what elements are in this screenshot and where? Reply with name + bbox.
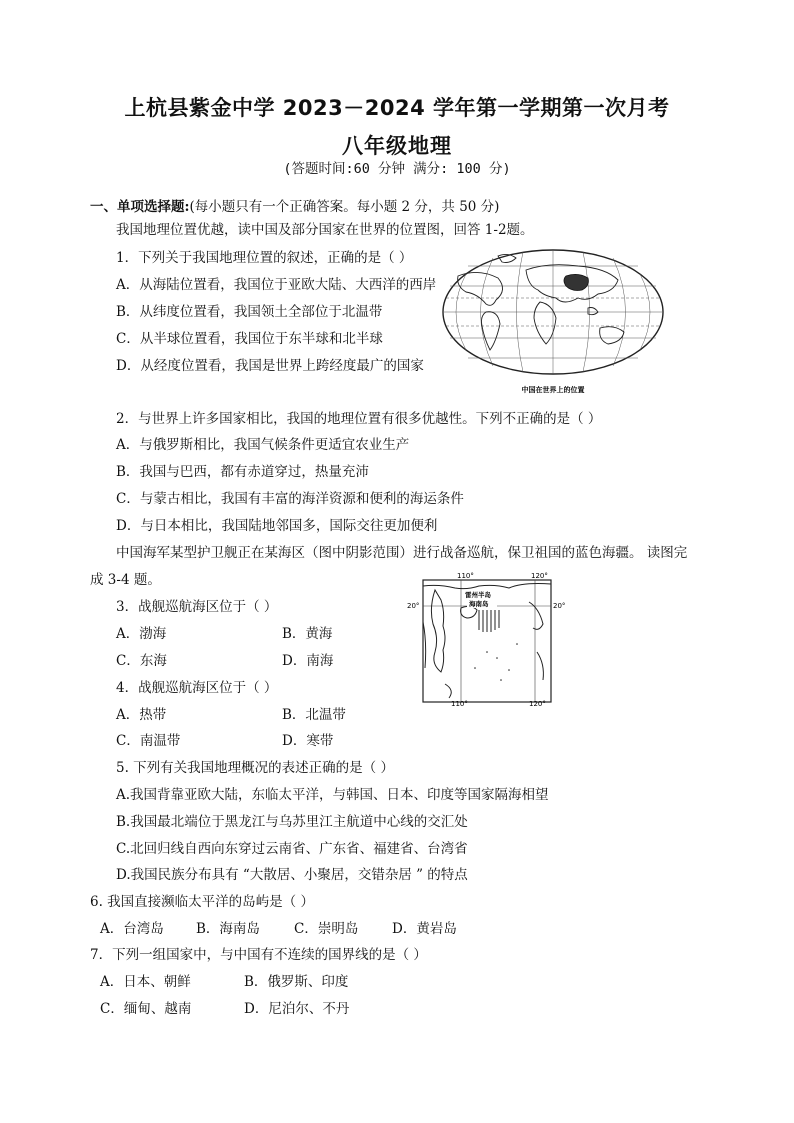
q6-stem: 6. 我国直接濒临太平洋的岛屿是（ ） [90,894,314,910]
q6-option-b: B．海南岛 [196,921,260,937]
map2-place-hainan: 海南岛 [469,600,489,608]
q2-option-a: A．与俄罗斯相比，我国气候条件更适宜农业生产 [116,437,410,453]
q3-option-a: A．渤海 [116,626,167,642]
q4-option-b: B．北温带 [282,707,346,723]
q2-stem: 2．与世界上许多国家相比，我国的地理位置有很多优越性。下列不正确的是（ ） [116,411,602,427]
q4-option-c: C．南温带 [116,733,181,749]
map2-label-110-bottom: 110° [451,700,468,708]
q2-option-b: B．我国与巴西，都有赤道穿过，热量充沛 [116,464,369,480]
q4-stem: 4．战舰巡航海区位于（ ） [116,680,278,696]
q1-option-c: C．从半球位置看，我国位于东半球和北半球 [116,331,383,347]
q1-option-b: B．从纬度位置看，我国领土全部位于北温带 [116,304,383,320]
map2-label-110-top: 110° [457,572,474,580]
q6-option-c: C．崇明岛 [294,921,359,937]
map2-label-120-top: 120° [531,572,548,580]
q2-option-c: C．与蒙古相比，我国有丰富的海洋资源和便利的海运条件 [116,491,464,507]
map2-place-leizhou: 雷州半岛 [465,591,491,599]
intro-q3-q4-line2: 成 3-4 题。 [90,572,161,588]
q4-option-a: A．热带 [116,707,167,723]
map2-label-20-right: 20° [553,602,566,610]
q7-option-c: C．缅甸、越南 [100,1001,192,1017]
q3-stem: 3．战舰巡航海区位于（ ） [116,599,278,615]
map2-label-20-left: 20° [407,602,420,610]
section-heading-label: 一、单项选择题: [90,199,190,215]
q5-stem: 5. 下列有关我国地理概况的表述正确的是（ ） [116,760,394,776]
q3-option-b: B．黄海 [282,626,333,642]
q5-option-d: D.我国民族分布具有 “大散居、小聚居，交错杂居 ” 的特点 [116,867,468,883]
section-instructions: (每小题只有一个正确答案。每小题 2 分，共 50 分) [189,199,500,215]
intro-q3-q4-line1: 中国海军某型护卫舰正在某海区（图中阴影范围）进行战备巡航，保卫祖国的蓝色海疆。 读图完 [116,545,688,561]
q3-option-c: C．东海 [116,653,167,669]
world-map-figure [438,246,668,398]
q1-option-a: A．从海陆位置看，我国位于亚欧大陆、大西洋的西岸 [116,277,437,293]
q2-option-d: D．与日本相比，我国陆地邻国多，国际交往更加便利 [116,518,438,534]
q4-option-d: D．寒带 [282,733,334,749]
q7-option-b: B．俄罗斯、印度 [244,974,349,990]
q5-option-c: C.北回归线自西向东穿过云南省、广东省、福建省、台湾省 [116,841,468,857]
q1-stem: 1．下列关于我国地理位置的叙述，正确的是（ ） [116,250,413,266]
exam-info: (答题时间:60 分钟 满分: 100 分) [283,161,511,177]
q6-option-d: D．黄岩岛 [392,921,457,937]
south-china-sea-map [405,572,570,708]
q7-stem: 7．下列一组国家中，与中国有不连续的国界线的是（ ） [90,947,427,963]
section-heading [90,198,499,216]
intro-q1-q2: 我国地理位置优越，读中国及部分国家在世界的位置图，回答 1-2题。 [116,222,534,238]
q7-option-d: D．尼泊尔、不丹 [244,1001,350,1017]
world-map-caption: 中国在世界上的位置 [521,386,585,394]
q5-option-a: A.我国背靠亚欧大陆，东临太平洋，与韩国、日本、印度等国家隔海相望 [116,787,549,803]
school-title: 上杭县紫金中学 2023－2024 学年第一学期第一次月考 [124,96,670,120]
q7-option-a: A．日本、朝鲜 [100,974,191,990]
q3-option-d: D．南海 [282,653,334,669]
q1-option-d: D．从经度位置看，我国是世界上跨经度最广的国家 [116,358,424,374]
q6-option-a: A．台湾岛 [100,921,164,937]
q5-option-b: B.我国最北端位于黑龙江与乌苏里江主航道中心线的交汇处 [116,814,468,830]
map2-label-120-bottom: 120° [529,700,546,708]
subject-title: 八年级地理 [342,134,452,158]
